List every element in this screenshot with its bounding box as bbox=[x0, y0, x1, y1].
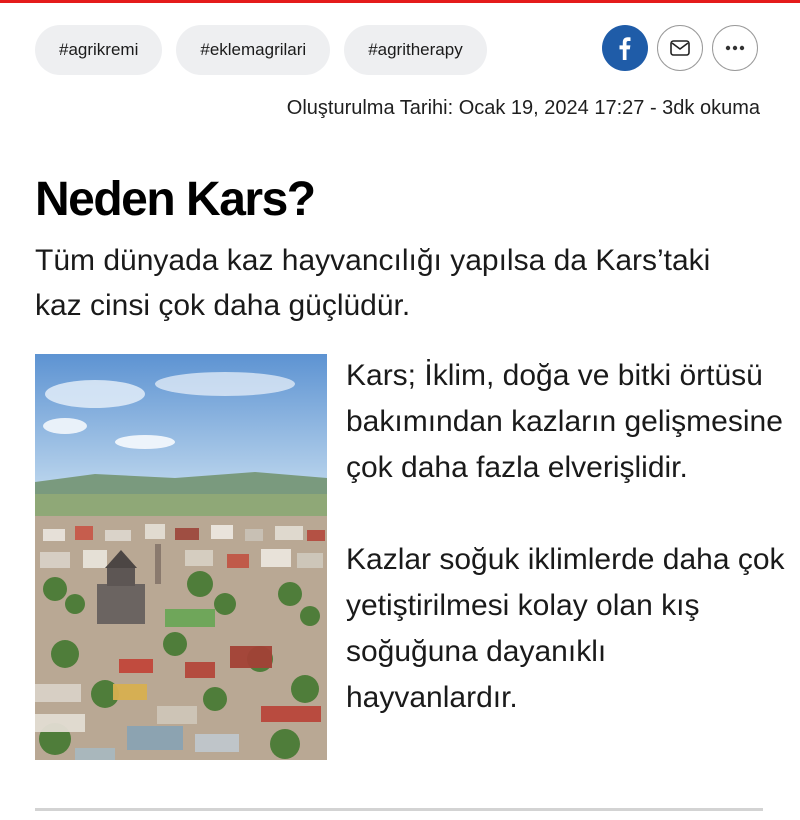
article-paragraph: Kars; İklim, doğa ve bitki örtüsü bakımından kazların gelişmesine çok daha fazla elverişlidir. bbox=[346, 359, 783, 484]
article-paragraph: Kazlar soğuk iklimlerde daha çok yetiştirilmesi kolay olan kış soğuğuna dayanıklı hayvanlardır. bbox=[346, 543, 785, 714]
tag-eklemagrilari[interactable]: #eklemagrilari bbox=[176, 25, 330, 75]
share-buttons bbox=[602, 25, 758, 71]
article-lead: Tüm dünyada kaz hayvancılığı yapılsa da Kars’taki kaz cinsi çok daha güçlüdür. bbox=[35, 244, 711, 322]
kars-city-photo bbox=[35, 354, 327, 760]
facebook-share-button[interactable] bbox=[602, 25, 648, 71]
tag-list bbox=[35, 25, 487, 75]
article-meta: Oluşturulma Tarihi: Ocak 19, 2024 17:27 - 3dk okuma bbox=[286, 97, 760, 119]
tag-agrikremi[interactable]: #agrikremi bbox=[35, 25, 162, 75]
more-icon bbox=[725, 45, 745, 51]
mail-share-button[interactable] bbox=[657, 25, 703, 71]
article-headline: Neden Kars? bbox=[35, 173, 315, 226]
tag-agritherapy[interactable]: #agritherapy bbox=[344, 25, 487, 75]
mail-icon bbox=[670, 40, 690, 56]
article-body bbox=[346, 353, 786, 721]
facebook-icon bbox=[615, 36, 635, 60]
top-accent-bar bbox=[0, 0, 800, 3]
section-divider bbox=[35, 808, 763, 811]
more-share-button[interactable] bbox=[712, 25, 758, 71]
